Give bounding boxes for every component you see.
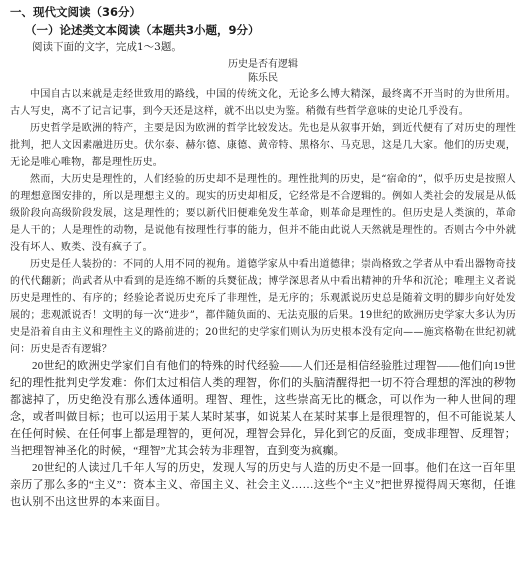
article-title: 历史是否有逻辑	[228, 59, 298, 70]
article-paragraph-1: 中国自古以来就是走经世致用的路线，中国的传统文化，无论多么博大精深，最终离不开当时的为世所用。古人写史，离不了记言记事，到今天还是这样，就不出以史为鉴。稍微有些哲学意味的史论几乎没有。	[10, 89, 516, 117]
article-author: 陈乐民	[248, 73, 278, 84]
article-paragraph-2: 历史哲学是欧洲的特产，主要是因为欧洲的哲学比较发达。先也是从叙事开始，到近代便有了对历史的理性批判，把人文因素融进历史。伏尔泰、赫尔德、康德、黄帝特、黑格尔、马克思，这是几大家。他们的历史观，无论是唯心唯物，都是理性历史。	[10, 123, 516, 168]
article-paragraph-6: 20世纪的人读过几千年人写的历史，发现人写的历史与人造的历史不是一回事。他们在这一百年里亲历了那么多的“主义”：资本主义、帝国主义、社会主义……这些个“主义”把世界搅得周天寒彻，任谁也认别不出这世界的本来面目。	[10, 462, 516, 508]
article-paragraph-3: 然而，大历史是理性的，人们经验的历史却不是理性的。理性批判的历史，是“宿命的”，似乎历史是按照人的理想意图安排的，所以是理想主义的。现实的历史却相反，它经常是不合逻辑的。例如人类社会的发展是从低级阶段向高级阶段发展，这是理性的；要以新代旧便难免发生革命，则革命是理性的。但历史是人类演的，革命是人干的；人是理性的动物，是说他有按理性行事的能力，但并不能由此说人天然就是理性的。否则古今中外就没有坏人、败类、没有疯子了。	[10, 174, 516, 253]
section-heading: 一、现代文阅读（36分）	[10, 5, 142, 19]
article-paragraph-4: 历史是任人装扮的：不同的人用不同的视角。道德学家从中看出道德律；崇尚格致之学者从中看出器物奇技的代代翻新；尚武者从中看到的是连绵不断的兵燹征战；博学深思者从中看出精神的升华和沉沦；唯理主义者说历史是理性的、有序的；经验论者说历史充斥了非理性，是无序的；乐观派说历史总是随着文明的脚步向好处发展的；悲观派说否！文明的每一次“进步”，都伴随负面的、无法克服的后果。19世纪的欧洲历史学家大多认为历史是沿着自由主义和理性主义的路前进的；20世纪的史学家们则认为历史根本没有定向——施宾格勒在世纪初就问：历史是否有逻辑？	[10, 259, 516, 355]
subsection-heading: （一）论述类文本阅读（本题共3小题，9分）	[25, 23, 260, 37]
article-paragraph-5: 20世纪的欧洲史学家们自有他们的特殊的时代经验——人们还是相信经验胜过理智——他们向19世纪的理性批判史学发难：你们太过相信人类的理智，你们的头脑清醒得把一切不符合理想的浑浊的秽物都滤掉了，历史绝没有那么透体通明。理智、理性，这些崇高无比的概念，可以作为一种人世间的理念，或者叫做目标；也可以运用于某人某时某事，如说某人在某时某事上是很理智的，但不可能说某人在任何时候、在任何事上都是理智的，更何况，理智会异化，异化到它的反面，变成非理智、反理智；当把理智神圣化的时候，“理智”尤其会转为非理智，直到变为疯癫。	[10, 360, 516, 457]
instruction-text: 阅读下面的文字，完成1～3题。	[32, 41, 182, 53]
